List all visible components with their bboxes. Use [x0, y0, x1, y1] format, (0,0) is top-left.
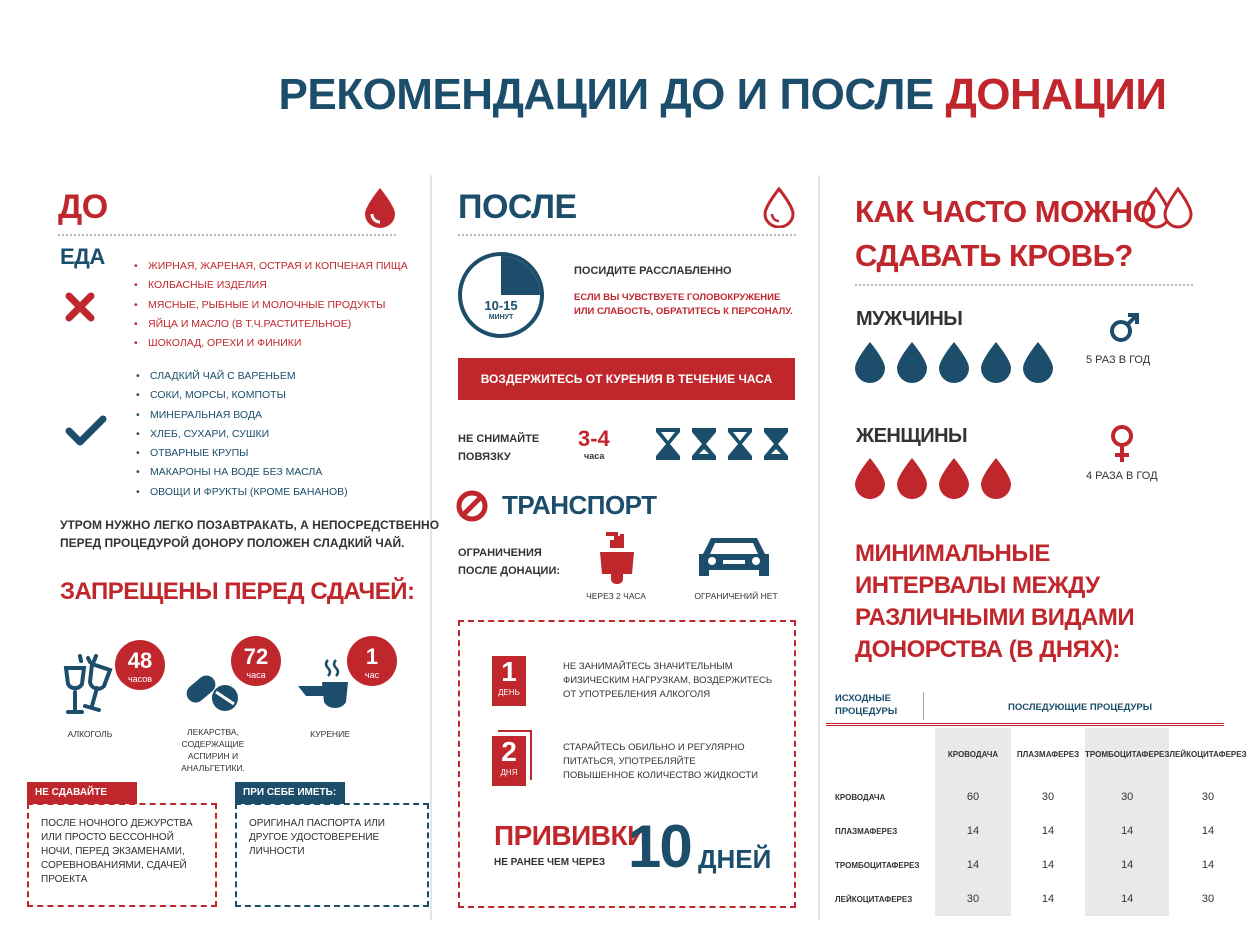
column-header: ЛЕЙКОЦИТАФЕРЕЗ: [1169, 749, 1247, 759]
table-source-header: [835, 692, 897, 718]
table-row: [835, 780, 1247, 814]
header-separator: [923, 692, 924, 720]
list-item: • МЯСНЫЕ, РЫБНЫЕ И МОЛОЧНЫЕ ПРОДУКТЫ: [134, 296, 408, 315]
badge-unit: часа: [246, 670, 266, 680]
page-title: [0, 70, 1250, 120]
medicine-caption: [158, 726, 268, 774]
vacc-note: НЕ РАНЕЕ ЧЕМ ЧЕРЕЗ: [494, 857, 606, 868]
day2-line: ПОВЫШЕННОЕ КОЛИЧЕСТВО ЖИДКОСТИ: [563, 770, 758, 781]
row-header: ПЛАЗМАФЕРЕЗ: [835, 826, 898, 836]
list-item: • СЛАДКИЙ ЧАЙ С ВАРЕНЬЕМ: [136, 367, 348, 386]
men-drops: [853, 340, 1063, 391]
day2-text: [563, 741, 758, 783]
column-divider: [818, 175, 820, 920]
day1-unit: ДЕНЬ: [498, 688, 520, 697]
heading-line: ИНТЕРВАЛЫ МЕЖДУ: [855, 572, 1100, 599]
bring-text: ОРИГИНАЛ ПАСПОРТА ИЛИ ДРУГОЕ УДОСТОВЕРЕНИЕ ЛИЧНОСТИ: [249, 818, 385, 857]
column-header: ПЛАЗМАФЕРЕЗ: [1016, 749, 1080, 759]
list-item: • ХЛЕБ, СУХАРИ, СУШКИ: [136, 425, 348, 444]
wine-glasses-icon: [60, 654, 120, 718]
day2-unit: ДНЯ: [500, 768, 518, 777]
list-item: • ОВОЩИ И ФРУКТЫ (КРОМЕ БАНАНОВ): [136, 483, 348, 502]
caption-line: АСПИРИН И АНАЛЬГЕТИКИ.: [181, 751, 245, 773]
row-header: КРОВОДАЧА: [835, 792, 886, 802]
header-line: ИСХОДНЫЕ: [835, 693, 891, 704]
heading-line: МИНИМАЛЬНЫЕ: [855, 540, 1050, 567]
women-drops: [853, 456, 1021, 507]
check-icon: [65, 414, 107, 448]
clock-unit: МИНУТ: [488, 314, 514, 321]
table-row: [835, 814, 1247, 848]
blood-drop-outline-icon: [762, 186, 796, 228]
intervals-heading: [855, 538, 1134, 666]
intervals-table: [835, 728, 1247, 916]
badge-value: 48: [127, 648, 153, 673]
bring-box: [235, 803, 429, 907]
cross-icon: [65, 292, 95, 322]
title-part-1: РЕКОМЕНДАЦИИ ДО И ПОСЛЕ: [278, 70, 934, 119]
women-label: ЖЕНЩИНЫ: [856, 425, 968, 447]
men-frequency: 5 РАЗ В ГОД: [1086, 354, 1151, 366]
day1-line: НЕ ЗАНИМАЙТЕСЬ ЗНАЧИТЕЛЬНЫМ: [563, 661, 733, 672]
day1-calendar: [492, 656, 526, 706]
dizzy-line: ИЛИ СЛАБОСТЬ, ОБРАТИТЕСЬ К ПЕРСОНАЛУ.: [574, 306, 793, 317]
table-cell: 14: [1041, 859, 1055, 871]
title-part-2: ДОНАЦИИ: [945, 70, 1167, 119]
table-next-header: ПОСЛЕДУЮЩИЕ ПРОЦЕДУРЫ: [1008, 702, 1153, 713]
column-header: КРОВОДАЧА: [935, 728, 1011, 780]
day1-line: ОТ УПОТРЕБЛЕНИЯ АЛКОГОЛЯ: [563, 689, 711, 700]
table-cell: 14: [1085, 882, 1169, 916]
bandage-line: ПОВЯЗКУ: [458, 451, 511, 463]
heading-line: СДАВАТЬ КРОВЬ?: [855, 238, 1133, 273]
transport-line: ПОСЛЕ ДОНАЦИИ:: [458, 565, 561, 577]
transport-line: ОГРАНИЧЕНИЯ: [458, 547, 542, 559]
smoking-caption: КУРЕНИЕ: [310, 729, 350, 739]
badge-value: 1: [365, 644, 379, 669]
banned-heading: ЗАПРЕЩЕНЫ ПЕРЕД СДАЧЕЙ:: [60, 578, 415, 605]
no-entry-icon: [456, 490, 488, 522]
badge-unit: часов: [127, 674, 153, 684]
clock-value: 10-15: [484, 298, 518, 313]
morning-note: [60, 516, 439, 552]
forbidden-food-list: [134, 257, 408, 353]
table-cell: 14: [935, 814, 1011, 848]
bandage-text: [458, 430, 539, 466]
medicine-badge: [231, 636, 281, 686]
heading-line: ДОНОРСТВА (В ДНЯХ):: [855, 636, 1120, 663]
smoking-badge: [347, 636, 397, 686]
women-drops-svg: [853, 456, 1021, 502]
clock-icon: [456, 250, 546, 340]
caption-line: ЛЕКАРСТВА, СОДЕРЖАЩИЕ: [181, 727, 245, 749]
table-cell: 14: [1041, 893, 1055, 905]
list-item: • ЖИРНАЯ, ЖАРЕНАЯ, ОСТРАЯ И КОПЧЕНАЯ ПИЩА: [134, 257, 408, 276]
morning-note-line: УТРОМ НУЖНО ЛЕГКО ПОЗАВТРАКАТЬ, А НЕПОСРЕДСТВЕННО: [60, 518, 440, 532]
dizzy-text: [574, 291, 793, 319]
row-header: ТРОМБОЦИТАФЕРЕЗ: [835, 860, 920, 870]
dont-donate-tag: НЕ СДАВАЙТЕ КРОВЬ:: [27, 782, 137, 804]
vacc-unit: ДНЕЙ: [698, 844, 772, 874]
blood-drop-icon: [363, 186, 397, 228]
table-cell: 14: [1085, 848, 1169, 882]
table-cell: 60: [935, 780, 1011, 814]
day1-line: ФИЗИЧЕСКИМ НАГРУЗКАМ, ВОЗДЕРЖИТЕСЬ: [563, 675, 773, 686]
day2-line: СТАРАЙТЕСЬ ОБИЛЬНО И РЕГУЛЯРНО: [563, 742, 745, 753]
day2-num: 2: [501, 736, 517, 767]
header-line: ПРОЦЕДУРЫ: [835, 706, 898, 717]
table-header-row: [835, 728, 1247, 780]
list-item: • ОТВАРНЫЕ КРУПЫ: [136, 444, 348, 463]
list-item: • ШОКОЛАД, ОРЕХИ И ФИНИКИ: [134, 334, 408, 353]
bring-tag: ПРИ СЕБЕ ИМЕТЬ:: [235, 782, 345, 804]
relax-text: ПОСИДИТЕ РАССЛАБЛЕННО: [574, 265, 732, 277]
table-row: [835, 848, 1247, 882]
table-cell: 14: [935, 848, 1011, 882]
badge-unit: час: [364, 670, 380, 680]
table-row: [835, 882, 1247, 916]
table-cell: 14: [1201, 825, 1215, 837]
alcohol-badge: [115, 640, 165, 690]
dont-donate-text: ПОСЛЕ НОЧНОГО ДЕЖУРСТВА ИЛИ ПРОСТО БЕССОННОЙ НОЧИ, ПЕРЕД ЭКЗАМЕНАМИ, СОРЕВНОВАНИЯМИ, СДАЧЕЙ ПРОЕКТА: [41, 818, 193, 885]
table-cell: 30: [1085, 780, 1169, 814]
bandage-line: НЕ СНИМАЙТЕ: [458, 433, 540, 445]
day2-calendar: [492, 736, 526, 786]
header-rule: [826, 725, 1224, 726]
row-header: ЛЕЙКОЦИТАФЕРЕЗ: [835, 894, 913, 904]
smoking-bar: ВОЗДЕРЖИТЕСЬ ОТ КУРЕНИЯ В ТЕЧЕНИЕ ЧАСА: [458, 358, 795, 400]
morning-note-line: ПЕРЕД ПРОЦЕДУРОЙ ДОНОРУ ПОЛОЖЕН СЛАДКИЙ ЧАЙ.: [60, 536, 405, 550]
men-label: МУЖЧИНЫ: [856, 308, 963, 330]
frequency-heading: [855, 190, 1156, 278]
column-header: ТРОМБОЦИТАФЕРЕЗ: [1085, 728, 1169, 780]
list-item: • ЯЙЦА И МАСЛО (В Т.Ч.РАСТИТЕЛЬНОЕ): [134, 315, 408, 334]
car-caption: ОГРАНИЧЕНИЙ НЕТ: [694, 591, 778, 601]
scooter-icon: [592, 530, 642, 586]
allowed-food-list: [136, 367, 348, 502]
badge-value: 72: [243, 644, 269, 669]
table-cell: 14: [1201, 859, 1215, 871]
dont-donate-box: [27, 803, 217, 907]
vacc-value: 10: [628, 813, 691, 880]
male-symbol-icon: [1108, 312, 1140, 344]
heading-line: РАЗЛИЧНЫМИ ВИДАМИ: [855, 604, 1135, 631]
female-symbol-icon: [1108, 424, 1136, 464]
vacc-heading: ПРИВИВКИ: [494, 820, 647, 851]
header-rule: [826, 723, 1224, 724]
hourglass-icons: [656, 428, 788, 460]
divider: [458, 234, 796, 236]
before-heading: ДО: [58, 188, 108, 226]
heading-line: КАК ЧАСТО МОЖНО: [855, 194, 1157, 229]
men-drops-svg: [853, 340, 1063, 386]
list-item: • МИНЕРАЛЬНАЯ ВОДА: [136, 406, 348, 425]
bandage-value: 3-4: [578, 426, 610, 451]
day1-num: 1: [501, 656, 517, 687]
day1-text: [563, 660, 772, 702]
car-icon: [697, 532, 771, 582]
transport-text: [458, 544, 560, 580]
food-heading: ЕДА: [60, 244, 105, 269]
alcohol-caption: АЛКОГОЛЬ: [67, 729, 113, 739]
women-frequency: 4 РАЗА В ГОД: [1086, 470, 1158, 482]
dizzy-line: ЕСЛИ ВЫ ЧУВСТВУЕТЕ ГОЛОВОКРУЖЕНИЕ: [574, 292, 781, 303]
two-drops-icon: [1140, 186, 1196, 230]
table-cell: 14: [1041, 825, 1055, 837]
divider: [855, 284, 1193, 286]
divider: [58, 234, 396, 236]
after-heading: ПОСЛЕ: [458, 188, 577, 226]
list-item: • СОКИ, МОРСЫ, КОМПОТЫ: [136, 386, 348, 405]
transport-heading: ТРАНСПОРТ: [502, 490, 657, 520]
list-item: • КОЛБАСНЫЕ ИЗДЕЛИЯ: [134, 276, 408, 295]
corner-cell: [835, 728, 935, 780]
table-cell: 30: [935, 882, 1011, 916]
table-cell: 14: [1085, 814, 1169, 848]
table-cell: 30: [1201, 791, 1215, 803]
scooter-caption: ЧЕРЕЗ 2 ЧАСА: [586, 591, 646, 601]
list-item: • МАКАРОНЫ НА ВОДЕ БЕЗ МАСЛА: [136, 463, 348, 482]
table-cell: 30: [1041, 791, 1055, 803]
bandage-unit: часа: [584, 451, 605, 461]
day2-line: ПИТАТЬСЯ, УПОТРЕБЛЯЙТЕ: [563, 756, 696, 767]
table-cell: 30: [1201, 893, 1215, 905]
